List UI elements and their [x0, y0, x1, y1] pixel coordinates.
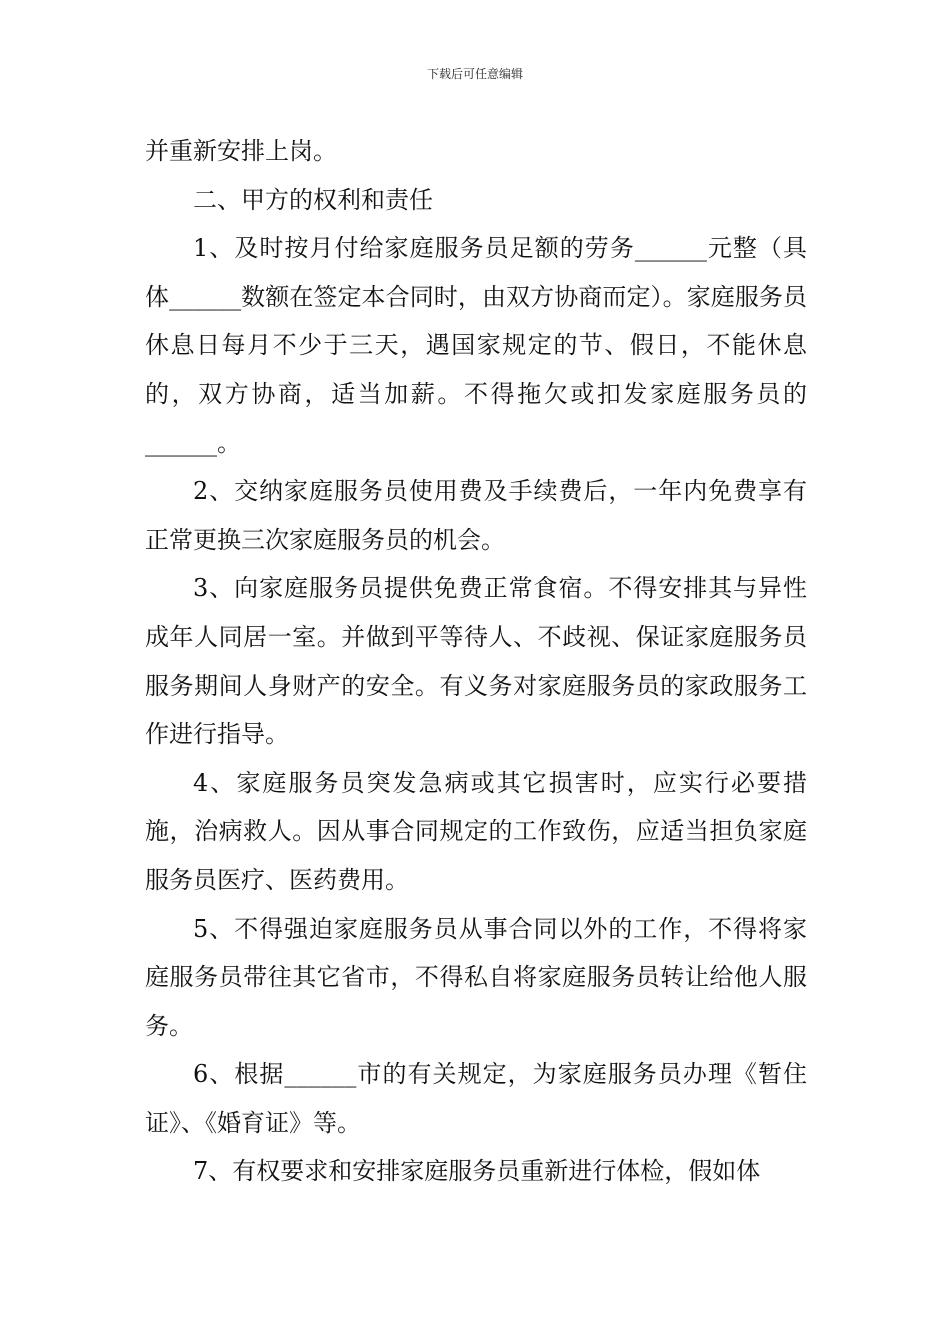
- clause-5: 5、不得强迫家庭服务员从事合同以外的工作，不得将家庭服务员带往其它省市，不得私自将家庭服务员转让给他人服务。: [145, 914, 807, 1040]
- section-heading: 二、甲方的权利和责任: [193, 185, 433, 214]
- clause-1: 1、及时按月付给家庭服务员足额的劳务______元整（具体______数额在签定本合同时，由双方协商而定）。家庭服务员休息日每月不少于三天，遇国家规定的节、假日，不能休息的，双方协商，适当加薪。不得拖欠或扣发家庭服务员的______。: [145, 234, 807, 457]
- clause-2: 2、交纳家庭服务员使用费及手续费后，一年内免费享有正常更换三次家庭服务员的机会。: [145, 477, 807, 554]
- clause-4: 4、家庭服务员突发急病或其它损害时，应实行必要措施，治病救人。因从事合同规定的工作致伤，应适当担负家庭服务员医疗、医药费用。: [145, 768, 807, 894]
- clause-3: 3、向家庭服务员提供免费正常食宿。不得安排其与异性成年人同居一室。并做到平等待人、不歧视、保证家庭服务员服务期间人身财产的安全。有义务对家庭服务员的家政服务工作进行指导。: [145, 574, 807, 749]
- paragraph-continuation: 并重新安排上岗。: [145, 137, 337, 165]
- clause-7: 7、有权要求和安排家庭服务员重新进行体检，假如体: [193, 1157, 761, 1186]
- clause-6: 6、根据______市的有关规定，为家庭服务员办理《暂住证》、《婚育证》等。: [145, 1060, 807, 1137]
- page-header: 下载后可任意编辑: [426, 67, 523, 81]
- document-body: [145, 127, 807, 1196]
